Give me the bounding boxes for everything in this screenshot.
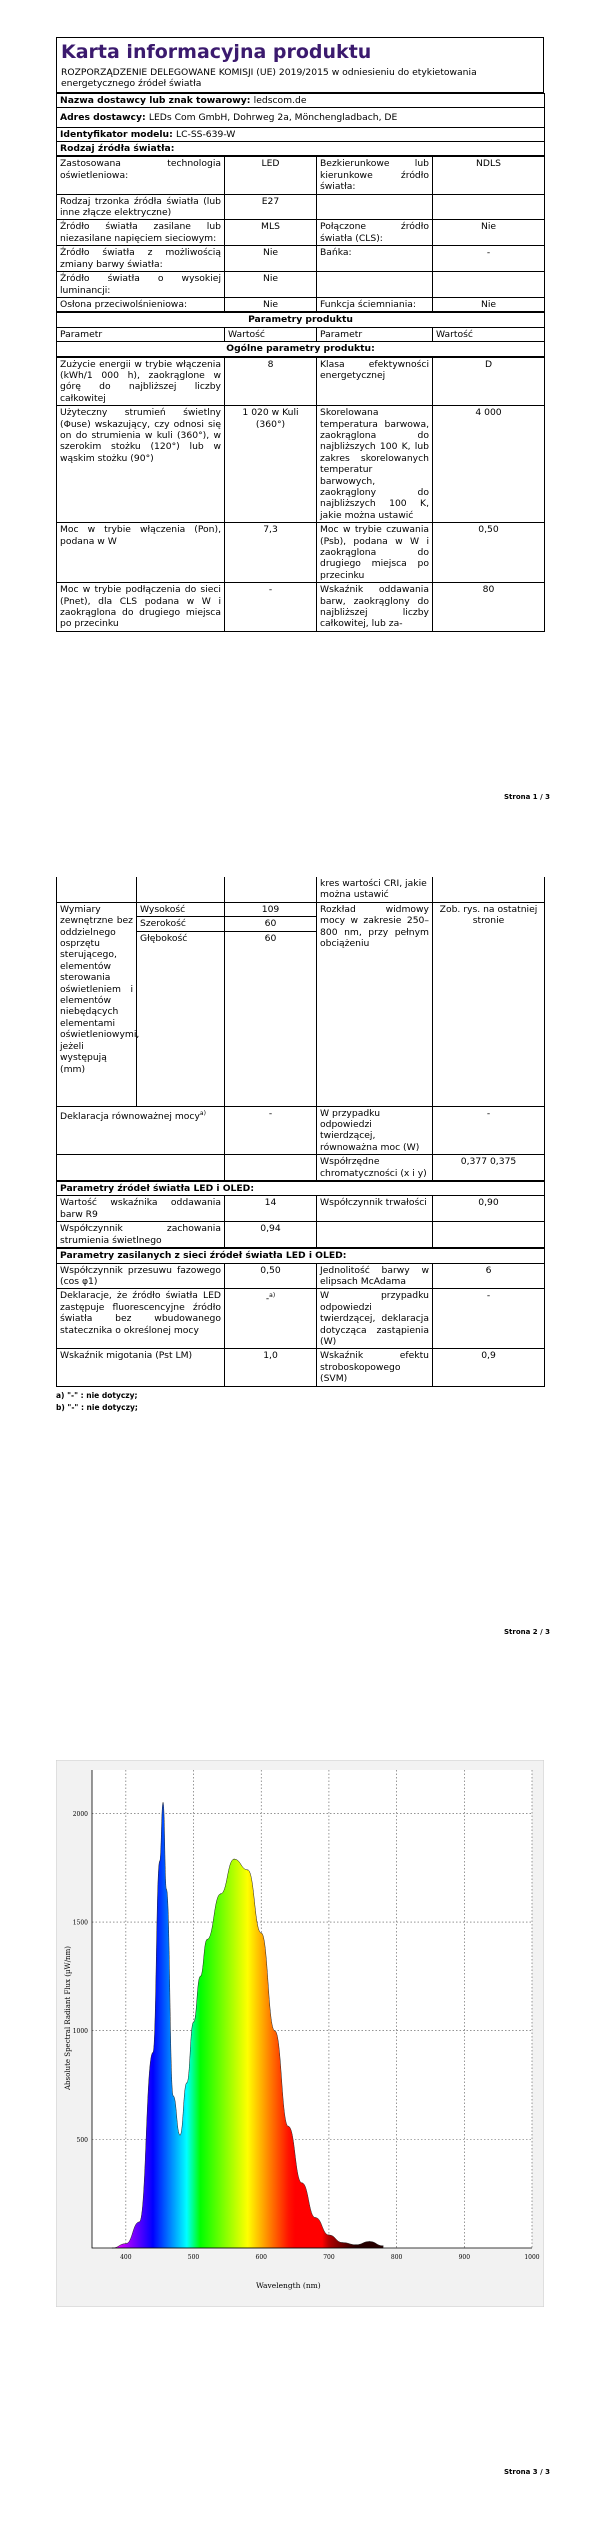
params-header: Parametry produktu [57, 313, 545, 327]
x-tick-label: 700 [323, 2254, 335, 2261]
y-axis-label: Absolute Spectral Radiant Flux (µW/nm) [64, 1946, 72, 2090]
supplier-name-label: Nazwa dostawcy lub znak towarowy: [60, 94, 251, 106]
param-label: Współczynnik zachowania strumienia świetlnego [57, 1222, 225, 1248]
col-header: Wartość [225, 327, 317, 341]
dim-value: 60 [225, 917, 317, 931]
spectrum-point [200, 1976, 201, 1977]
table-row [57, 157, 545, 194]
param-label: Wskaźnik migotania (Pst LM) [57, 1349, 225, 1386]
param-value: 14 [225, 1196, 317, 1222]
spectrum-point [342, 2242, 343, 2243]
param-value: 80 [433, 583, 545, 632]
spectrum-point [274, 2030, 275, 2031]
param-label: Zużycie energii w trybie włączenia (kWh/1 000 h), zaokrąglone w górę do najbliższej liczby całkowitej [57, 357, 225, 406]
dimensions-label: Wymiary zewnętrzne bez oddzielnego osprzętu sterującego, elementów sterowania oświetleniem i elementów niebędących elementami oświetleniowymi, jeżeli występują (mm) [57, 902, 137, 1106]
model-label: Identyfikator modelu: [60, 128, 173, 140]
led-header: Parametry źródeł światła LED i OLED: [57, 1182, 545, 1196]
dim-label: Wysokość [137, 902, 225, 916]
y-tick-label: 1500 [72, 1919, 88, 1927]
param-value: 0,50 [225, 1263, 317, 1289]
spectral-value: Zob. rys. na ostatniej stronie [433, 902, 545, 1106]
table-row [57, 220, 545, 246]
param-label: Wartość wskaźnika oddawania barw R9 [57, 1196, 225, 1222]
param-value [433, 194, 545, 220]
spectrum-point [186, 2082, 187, 2083]
col-header: Parametr [57, 327, 225, 341]
param-value: Nie [433, 297, 545, 311]
param-value: 6 [433, 1263, 545, 1289]
param-value: Nie [433, 220, 545, 246]
param-value: 0,94 [225, 1222, 317, 1248]
spectrum-point [166, 1889, 167, 1890]
dim-value: 109 [225, 902, 317, 916]
footnote: a) "-" : nie dotyczy; [56, 1390, 138, 1400]
param-value [433, 1222, 545, 1248]
x-tick-label: 500 [187, 2254, 200, 2261]
spectrum-point [159, 1861, 160, 1862]
chroma-value: 0,377 0,375 [433, 1155, 545, 1181]
spectrum-chart [56, 1760, 544, 2307]
param-label: Funkcja ściemniania: [317, 297, 433, 311]
general-params-header: Ogólne parametry produktu: [57, 342, 545, 356]
table-row [57, 246, 545, 272]
x-tick-label: 600 [255, 2254, 267, 2261]
equiv-right-label: W przypadku odpowiedzi twierdzącej, równoważna moc (W) [317, 1106, 433, 1155]
spectrum-point [234, 1858, 235, 1859]
equiv-label: Deklaracja równoważnej mocy [60, 1110, 200, 1122]
param-value: 1,0 [225, 1349, 317, 1386]
table-row [57, 297, 545, 311]
param-label [317, 194, 433, 220]
table-row [57, 406, 545, 523]
spectrum-point [173, 2095, 174, 2096]
product-params-table [56, 312, 545, 356]
supplier-table [56, 93, 545, 157]
param-value: 1 020 w Kuli (360°) [225, 406, 317, 523]
param-value: Nie [225, 272, 317, 298]
supplier-address-label: Adres dostawcy: [60, 112, 146, 124]
spectrum-point [355, 2244, 356, 2245]
param-value: 0,90 [433, 1196, 545, 1222]
param-value: -$^{a)}$ [225, 1289, 317, 1349]
param-label: Wskaźnik oddawania barw, zaokrąglony do najbliższej liczby całkowitej, lub za- [317, 583, 433, 632]
footnotes [56, 1390, 544, 1414]
dims-table [56, 877, 545, 1181]
equiv-right-value: - [433, 1106, 545, 1155]
param-label: Współczynnik przesuwu fazowego (cos φ1) [57, 1263, 225, 1289]
page-1 [56, 37, 544, 632]
x-tick-label: 400 [120, 2254, 132, 2261]
spectral-label: Rozkład widmowy mocy w zakresie 250–800 nm, przy pełnym obciążeniu [317, 902, 433, 1106]
col-header: Wartość [433, 327, 545, 341]
param-value: - [225, 583, 317, 632]
spectrum-point [193, 2021, 194, 2022]
dim-label: Głębokość [137, 931, 225, 1106]
spectrum-point [139, 2221, 140, 2222]
spectrum-point [382, 2245, 383, 2246]
equiv-value: - [225, 1106, 317, 1155]
param-value: 0,9 [433, 1349, 545, 1386]
y-tick-label: 500 [76, 2136, 88, 2144]
x-tick-label: 1000 [524, 2254, 540, 2261]
mains-header: Parametry zasilanych z sieci źródeł światła LED i OLED: [57, 1249, 545, 1263]
table-row [57, 194, 545, 220]
general-params-table [56, 357, 545, 632]
page-2 [56, 877, 544, 1414]
table-row [57, 272, 545, 298]
param-label: Osłona przeciwolśnieniowa: [57, 297, 225, 311]
supplier-name: ledscom.de [253, 94, 307, 106]
param-value: 4 000 [433, 406, 545, 523]
param-value: NDLS [433, 157, 545, 194]
spectrum-point [288, 2126, 289, 2127]
param-label: Moc w trybie czuwania (Psb), podana w W i zaokrąglona do drugiego miejsca po przecinku [317, 523, 433, 583]
spectrum-point [369, 2241, 370, 2242]
param-label: W przypadku odpowiedzi twierdzącej, deklaracja dotycząca zastąpienia (W) [317, 1289, 433, 1349]
chroma-label: Współrzędne chromatyczności (x i y) [317, 1155, 433, 1181]
document-title: Karta informacyjna produktu [56, 37, 544, 66]
param-label: Rodzaj trzonka źródła światła (lub inne złącze elektryczne) [57, 194, 225, 220]
spectrum-point [179, 2134, 180, 2135]
param-label: Wskaźnik efektu stroboskopowego (SVM) [317, 1349, 433, 1386]
param-label: Użyteczny strumień świetlny (Φuse) wskazujący, czy odnosi się on do strumienia w kuli (360°), w szerokim stożku (120°) lub w wąskim stożku (90°) [57, 406, 225, 523]
y-tick-label: 1000 [72, 2028, 88, 2036]
param-value: MLS [225, 220, 317, 246]
light-source-type-header: Rodzaj źródła światła: [57, 142, 545, 156]
param-label [317, 1222, 433, 1248]
col-header: Parametr [317, 327, 433, 341]
param-label: Deklaracje, że źródło światła LED zastępuje fluorescencyjne źródło światła bez wbudowanego statecznika o określonej mocy [57, 1289, 225, 1349]
param-label: Źródło światła o wysokiej luminancji: [57, 272, 225, 298]
footnote: b) "-" : nie dotyczy; [56, 1402, 138, 1412]
param-label: Skorelowana temperatura barwowa, zaokrąglona do najbliższych 100 K, lub zakres skorelowanych temperatur barwowych, zaokrąglony do najbliższych 100 K, jakie można ustawić [317, 406, 433, 523]
spectrum-point [152, 2052, 153, 2053]
mains-sup: a) [269, 1292, 276, 1300]
equiv-sup: a) [199, 1109, 206, 1117]
x-tick-label: 900 [458, 2254, 471, 2261]
param-value: LED [225, 157, 317, 194]
page-number-2: Strona 2 / 3 [504, 1628, 550, 1636]
param-label: Klasa efektywności energetycznej [317, 357, 433, 406]
regulation-text: ROZPORZĄDZENIE DELEGOWANE KOMISJI (UE) 2019/2015 w odniesieniu do etykietowania energetycznego źródeł światła [56, 66, 544, 93]
mains-params-table [56, 1248, 545, 1386]
param-label: Zastosowana technologia oświetleniowa: [57, 157, 225, 194]
cri-continued: kres wartości CRI, jakie można ustawić [317, 877, 433, 902]
param-label: Moc w trybie podłączenia do sieci (Pnet), dla CLS podana w W i zaokrąglona do drugiego miejsca po przecinku [57, 583, 225, 632]
param-label: Źródło światła zasilane lub niezasilane napięciem sieciowym: [57, 220, 225, 246]
param-label: Moc w trybie włączenia (Pon), podana w W [57, 523, 225, 583]
param-value: E27 [225, 194, 317, 220]
spectrum-point [328, 2234, 329, 2235]
param-value: D [433, 357, 545, 406]
param-value: 0,50 [433, 523, 545, 583]
page-number-3: Strona 3 / 3 [504, 2468, 550, 2476]
spectrum-point [125, 2243, 126, 2244]
param-value: 8 [225, 357, 317, 406]
dim-label: Szerokość [137, 917, 225, 931]
y-tick-label: 2000 [72, 1810, 88, 1818]
spectrum-point [315, 2217, 316, 2218]
param-label [317, 272, 433, 298]
table-row [57, 1222, 545, 1248]
table-row [57, 523, 545, 583]
table-row [57, 1289, 545, 1349]
param-value: - [433, 246, 545, 272]
page-number-1: Strona 1 / 3 [504, 793, 550, 801]
table-row [57, 1196, 545, 1222]
table-row [57, 583, 545, 632]
param-label: Źródło światła z możliwością zmiany barwy światła: [57, 246, 225, 272]
spectrum-point [220, 1893, 221, 1894]
param-label: Połączone źródło światła (CLS): [317, 220, 433, 246]
table-row [57, 1349, 545, 1386]
param-label: Jednolitość barwy w elipsach McAdama [317, 1263, 433, 1289]
table-row [57, 357, 545, 406]
spectrum-point [261, 1932, 262, 1933]
supplier-address: LEDs Com GmbH, Dohrweg 2a, Mönchengladbach, DE [148, 112, 398, 124]
param-label: Współczynnik trwałości [317, 1196, 433, 1222]
spectrum-point [162, 1802, 163, 1803]
param-value: 7,3 [225, 523, 317, 583]
param-label: Bańka: [317, 246, 433, 272]
led-params-table [56, 1181, 545, 1248]
spectrum-point [206, 1939, 207, 1940]
param-value [433, 272, 545, 298]
x-tick-label: 800 [390, 2254, 403, 2261]
x-axis-label: Wavelength (nm) [256, 2281, 321, 2290]
spectrum-point [301, 2182, 302, 2183]
spectrum-point [247, 1869, 248, 1870]
param-value: - [433, 1289, 545, 1349]
param-value: Nie [225, 297, 317, 311]
param-value: Nie [225, 246, 317, 272]
light-source-type-table [56, 156, 545, 312]
dim-value: 60 [225, 931, 317, 1106]
table-row [57, 1263, 545, 1289]
param-label: Bezkierunkowe lub kierunkowe źródło światła: [317, 157, 433, 194]
model-id: LC-SS-639-W [175, 128, 236, 140]
